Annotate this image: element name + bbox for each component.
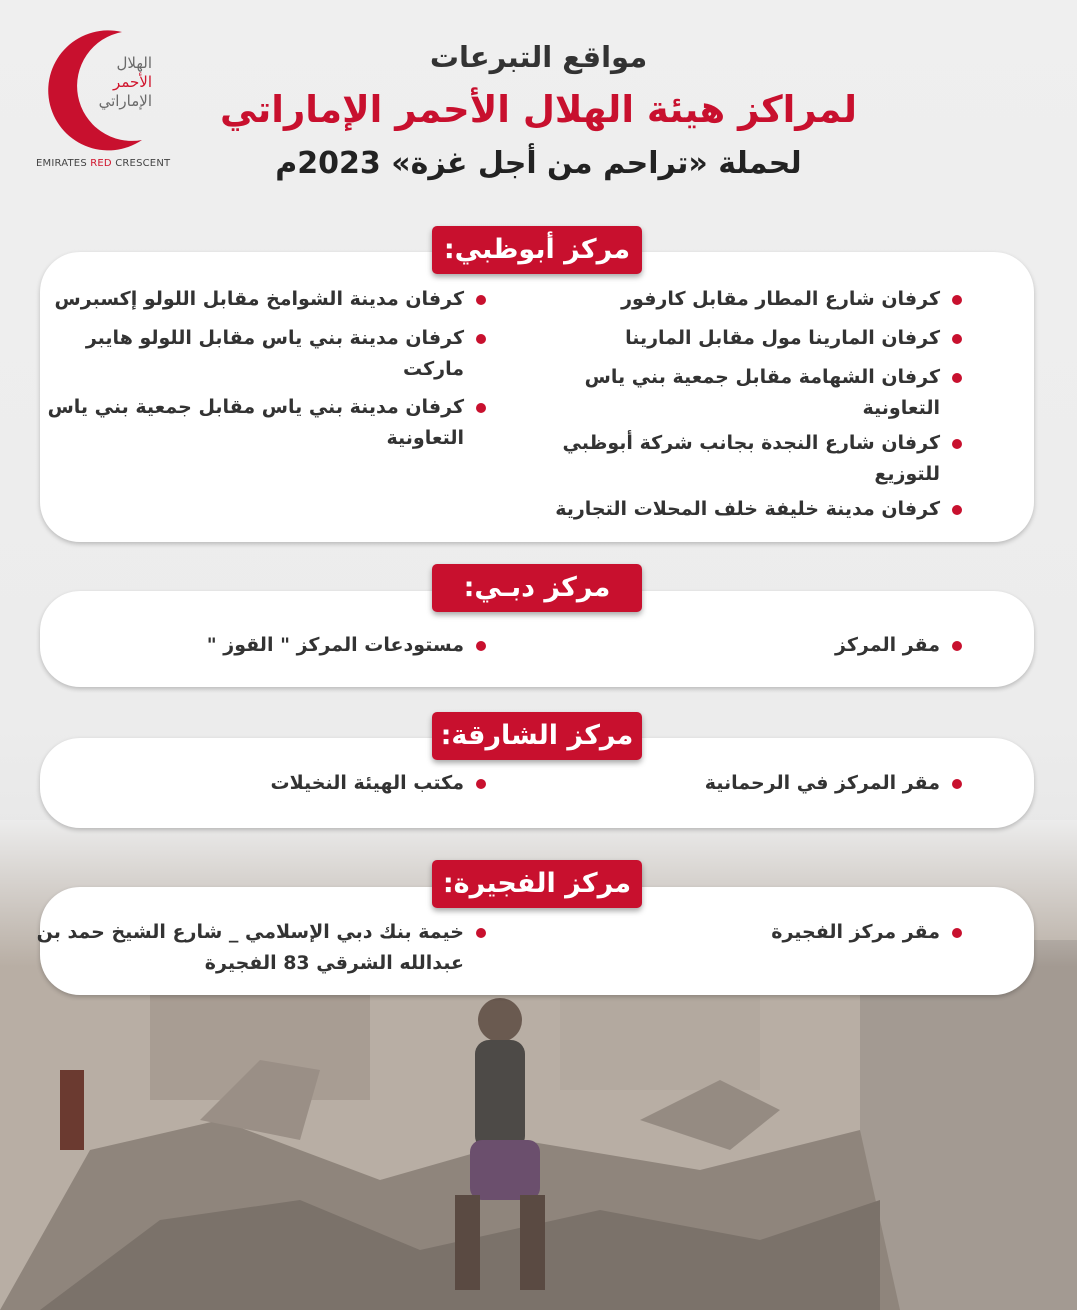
abudhabi-location: كرفان شارع النجدة بجانب شركة أبوظبي للتوزيع <box>510 428 940 490</box>
sharjah-location: مكتب الهيئة النخيلات <box>34 768 464 799</box>
abudhabi-title-tag: مركز أبوظبي: <box>432 226 642 274</box>
logo-english-text: EMIRATES RED CRESCENT <box>36 158 171 169</box>
header-line-1: مواقع التبرعات <box>429 40 648 74</box>
abudhabi-location: كرفان الشهامة مقابل جمعية بني ياس التعاونية <box>510 362 940 424</box>
fujairah-location: مقر مركز الفجيرة <box>510 917 940 948</box>
abudhabi-location: كرفان مدينة بني ياس مقابل جمعية بني ياس التعاونية <box>34 392 464 454</box>
sharjah-title-tag: مركز الشارقة: <box>432 712 642 760</box>
dubai-title-tag: مركز دبـي: <box>432 564 642 612</box>
dubai-location: مستودعات المركز " القوز " <box>34 630 464 661</box>
abudhabi-location: كرفان شارع المطار مقابل كارفور <box>510 284 940 315</box>
fujairah-title-tag: مركز الفجيرة: <box>432 860 642 908</box>
abudhabi-location: كرفان المارينا مول مقابل المارينا <box>510 323 940 354</box>
logo-arabic-text: الهلال الأحمر الإماراتي <box>98 54 152 110</box>
header-line-3: لحملة «تراحم من أجل غزة» 2023م <box>275 146 802 181</box>
dubai-location: مقر المركز <box>510 630 940 661</box>
abudhabi-location: كرفان مدينة بني ياس مقابل اللولو هايبر ماركت <box>34 323 464 385</box>
abudhabi-card <box>40 252 1034 542</box>
fujairah-location: خيمة بنك دبي الإسلامي _ شارع الشيخ حمد بن عبدالله الشرقي 83 الفجيرة <box>34 917 464 979</box>
abudhabi-location: كرفان مدينة الشوامخ مقابل اللولو إكسبرس <box>34 284 464 315</box>
header-line-2: لمراكز هيئة الهلال الأحمر الإماراتي <box>219 88 858 131</box>
abudhabi-location: كرفان مدينة خليفة خلف المحلات التجارية <box>510 494 940 525</box>
sharjah-location: مقر المركز في الرحمانية <box>510 768 940 799</box>
